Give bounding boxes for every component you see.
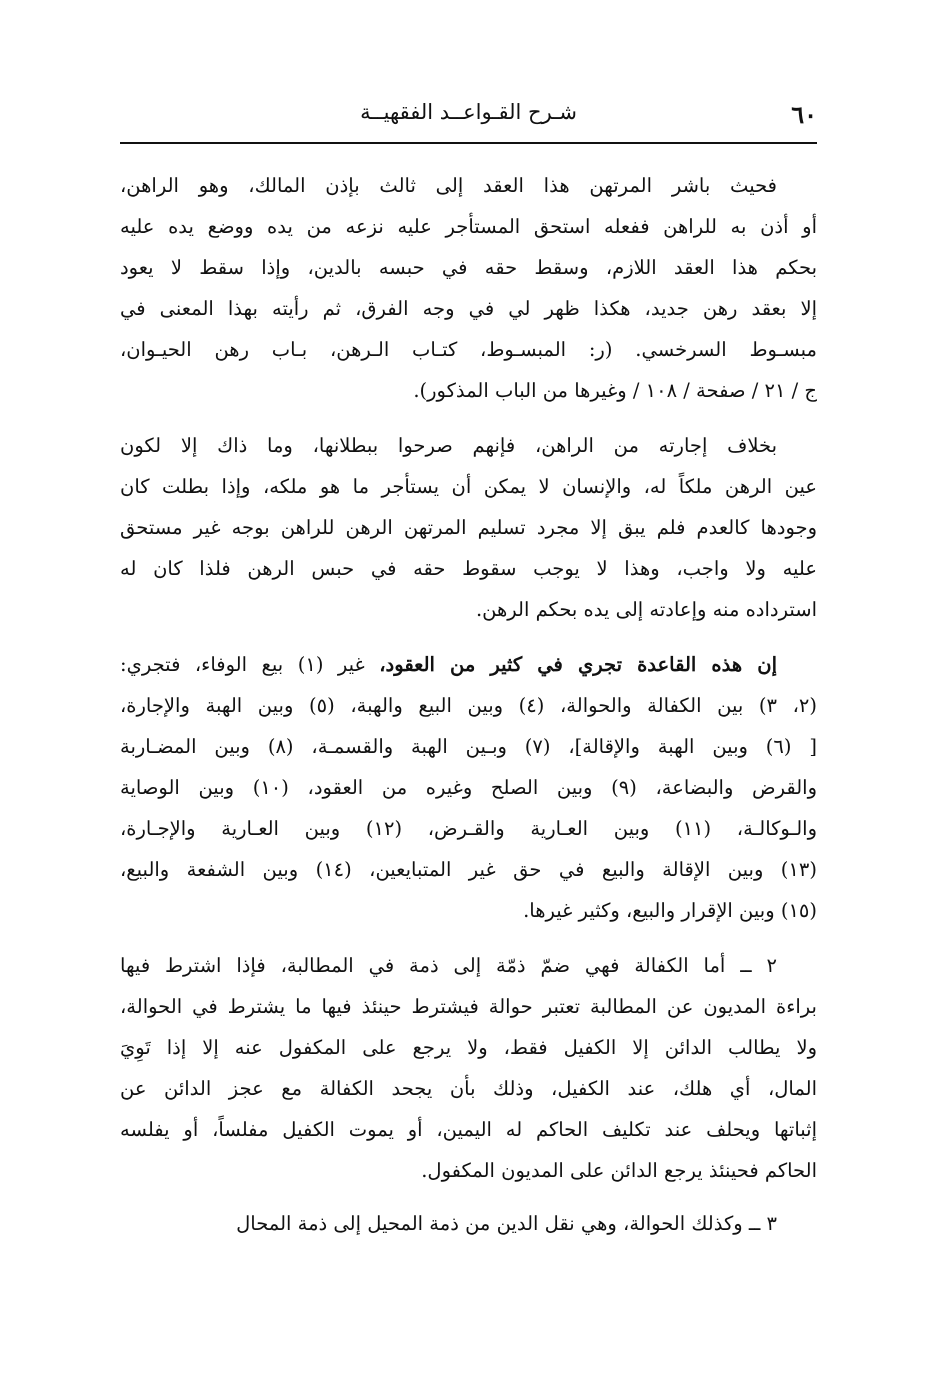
text-line: (١٣) وبين الإقالة والبيع في حق غير المتبايعين، (١٤) وبين الشفعة والبيع، [120,858,817,881]
page-number: ٦٠ [791,100,817,129]
text-line: ٢ ــ أما الكفالة فهي ضمّ ذمّة إلى ذمة في المطالبة، فإذا اشترط فيها [120,954,777,977]
text-line: بحكم هذا العقد اللازم، وسقط حقه في حبسه بالدين، وإذا سقط لا يعود [120,256,817,279]
text-run: غير (١) بيع الوفاء، فتجري: [120,653,380,676]
text-line: ج / ٢١ / صفحة / ١٠٨ / وغيرها من الباب المذكور). [413,379,817,402]
text-line: ٣ ــ وكذلك الحوالة، وهي نقل الدين من ذمة المحيل إلى ذمة المحال [236,1212,777,1235]
text-line: بخلاف إجارته من الراهن، فإنهم صرحوا ببطلانها، وما ذاك إلا لكون [120,434,777,457]
paragraph-gap [120,630,817,644]
text-line [120,644,817,685]
paragraph-4 [120,945,817,1191]
running-title: شـرح القـواعــد الفقهيــة [360,100,577,124]
text-line: (٢، ٣) بين الكفالة والحوالة، (٤) وبين البيع والهبة، (٥) وبين الهبة والإجارة، [120,694,818,717]
paragraph-1 [120,165,817,411]
text-line: [ (٦) وبين الهبة والإقالة]، (٧) وبـين الهبة والقسمـة، (٨) وبين المضـاربة [120,735,817,758]
text-line: الحاكم فحينئذ يرجع الدائن على المديون المكفول. [421,1159,817,1182]
paragraph-2 [120,425,817,630]
paragraph-3 [120,644,817,931]
text-line: ولا يطالب الدائن إلا الكفيل فقط، ولا يرجع على المكفول عنه إلا إذا تَوِيَ [120,1036,817,1059]
text-line: والقرض والبضاعة، (٩) وبين الصلح وغيره من العقود، (١٠) وبين الوصاية [120,776,817,799]
paragraph-gap [120,931,817,945]
text-line: براءة المديون عن المطالبة تعتبر حوالة فيشترط حينئذ فيها ما يشترط في الحوالة، [120,995,817,1018]
text-line: أو أذن به للراهن ففعله استحق المستأجر عليه نزعه من يده ووضع يده عليه [120,215,817,238]
text-line: مبسـوط السرخسي. (ر: المبسـوط، كتـاب الـرهن، بـاب رهن الحيـوان، [120,338,817,361]
text-line: المال، أي هلك، عند الكفيل، وذلك بأن يجحد الكفالة مع عجز الدائن عن [120,1077,817,1100]
paragraph-gap [120,1191,817,1203]
text-line: عليه ولا واجب، وهذا لا يوجب سقوط حقه في حبس الرهن فلذا كان له [120,557,817,580]
text-line: (١٥) وبين الإقرار والبيع، وكثير غيرها. [523,899,817,922]
text-line: فحيث باشر المرتهن هذا العقد إلى ثالث بإذن المالك، وهو الراهن، [120,174,777,197]
page-header [120,94,817,144]
header-divider [120,142,817,144]
paragraph-gap [120,411,817,425]
text-line: والـوكالـة، (١١) وبين العـارية والقـرض، (١٢) وبين العـارية والإجـارة، [120,817,817,840]
paragraph-5 [120,1203,817,1244]
body-text [120,165,817,1244]
text-line: إثباتها ويحلف عند تكليف الحاكم له اليمين، أو يموت الكفيل مفلساً، أو يفلسه [120,1118,817,1141]
bold-lead: إن هذه القاعدة تجري في كثير من العقود، [379,653,777,676]
text-line: استرداده منه وإعادته إلى يده بحكم الرهن. [475,598,817,621]
text-line: وجودها كالعدم فلم يبق إلا مجرد تسليم المرتهن الرهن للراهن بوجه غير مستحق [120,516,817,539]
text-line: إلا بعقد رهن جديد، هكذا ظهر لي في وجه الفرق، ثم رأيته بهذا المعنى في [120,297,817,320]
text-line: عين الرهن ملكاً له، والإنسان لا يمكن أن يستأجر ما هو ملكه، وإذا بطلت كان [120,475,817,498]
